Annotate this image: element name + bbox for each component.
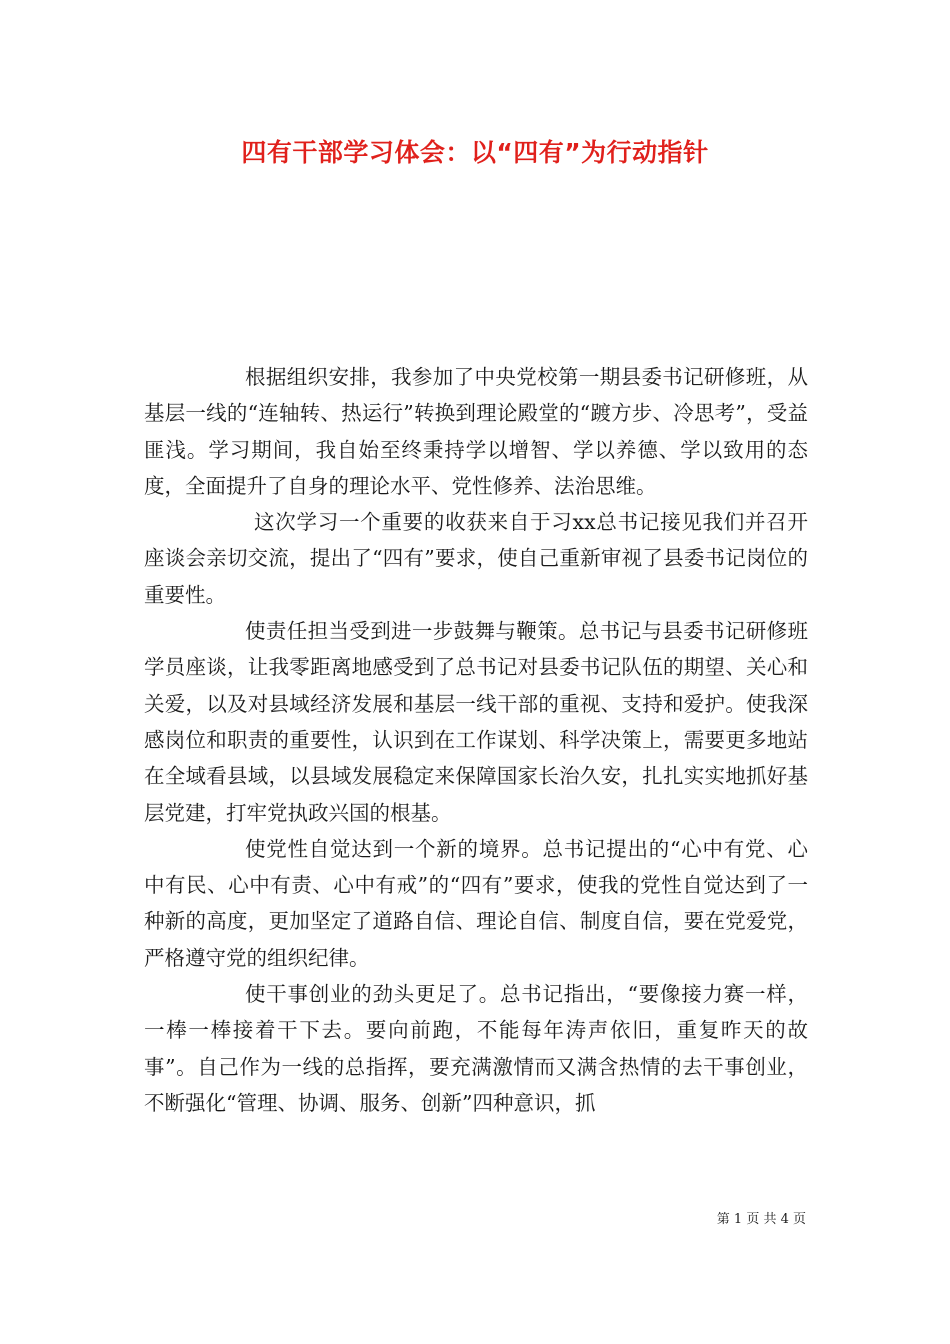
paragraph-3: 使责任担当受到进一步鼓舞与鞭策。总书记与县委书记研修班学员座谈，让我零距离地感受到了总书记对县委书记队伍的期望、关心和关爱，以及对县域经济发展和基层一线干部的重视、支持和爱护。使我深感岗位和职责的重要性，认识到在工作谋划、科学决策上，需要更多地站在全域看县域，以县域发展稳定来保障国家长治久安，扎扎实实地抓好基层党建，打牢党执政兴国的根基。 — [144, 619, 808, 825]
paragraph-1: 根据组织安排，我参加了中央党校第一期县委书记研修班，从基层一线的“连轴转、热运行”转换到理论殿堂的“踱方步、冷思考”，受益匪浅。学习期间，我自始至终秉持学以增智、学以养德、学以致用的态度，全面提升了自身的理论水平、党性修养、法治思维。 — [144, 365, 808, 498]
page-number-footer: 第 1 页 共 4 页 — [716, 1212, 806, 1227]
document-body — [144, 359, 808, 1121]
paragraph-4: 使党性自觉达到一个新的境界。总书记提出的“心中有党、心中有民、心中有责、心中有戒”的“四有”要求，使我的党性自觉达到了一种新的高度，更加坚定了道路自信、理论自信、制度自信，要在党爱党，严格遵守党的组织纪律。 — [144, 836, 808, 970]
paragraph-2: 这次学习一个重要的收获来自于习xx总书记接见我们并召开座谈会亲切交流，提出了“四有”要求，使自己重新审视了县委书记岗位的重要性。 — [144, 510, 808, 607]
paragraph-5: 使干事创业的劲头更足了。总书记指出，“要像接力赛一样，一棒一棒接着干下去。要向前跑，不能每年涛声依旧，重复昨天的故事”。自己作为一线的总指挥，要充满激情而又满含热情的去干事创业，不断强化“管理、协调、服务、创新”四种意识，抓 — [144, 982, 808, 1115]
document-title: 四有干部学习体会：以“四有”为行动指针 — [241, 138, 709, 167]
